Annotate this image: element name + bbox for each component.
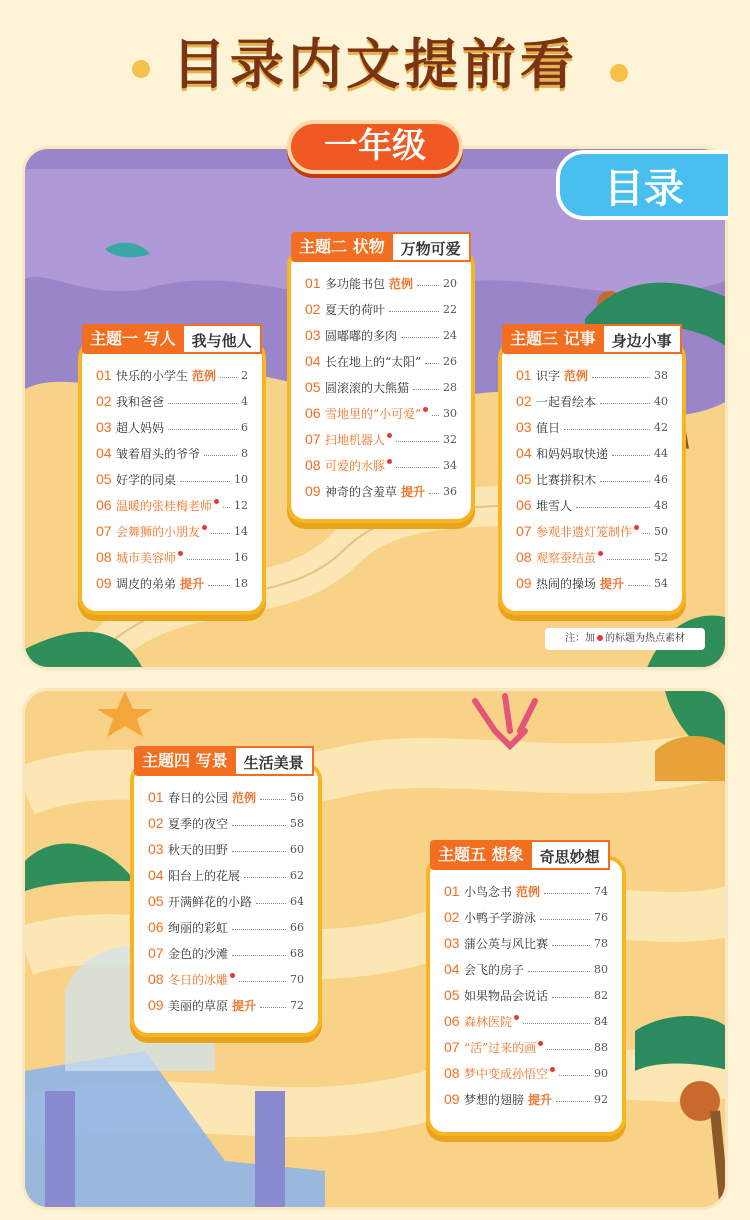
dot-leader: [540, 919, 590, 920]
theme-card-1: [78, 329, 266, 615]
dot-leader: [223, 507, 230, 508]
dot-leader: [643, 533, 650, 534]
grade-label: 一年级: [287, 120, 463, 174]
item-number: 08: [148, 971, 164, 987]
item-page: 30: [443, 406, 457, 420]
toc-item: [516, 440, 668, 466]
item-tag: 提升: [600, 576, 625, 591]
item-tag: 范例: [192, 368, 217, 383]
toc-item: [516, 492, 668, 518]
toc-item: [516, 362, 668, 388]
toc-item: [305, 374, 457, 400]
toc-item: [444, 878, 608, 904]
toc-item: [305, 400, 457, 426]
item-page: 24: [443, 328, 457, 342]
dot-leader: [552, 997, 590, 998]
theme-subtitle: 身边小事: [604, 324, 682, 354]
dot-leader: [204, 455, 237, 456]
toc-list: [516, 362, 668, 596]
item-page: 92: [594, 1092, 608, 1106]
item-number: 03: [305, 327, 321, 343]
toc-item: [444, 904, 608, 930]
item-title: 比赛拼积木: [536, 472, 597, 487]
dot-leader: [592, 377, 650, 378]
item-page: 16: [234, 550, 248, 564]
item-page: 42: [654, 420, 668, 434]
item-title: 调皮的弟弟: [116, 576, 177, 591]
item-number: 07: [444, 1039, 460, 1055]
item-title: 圆嘟嘟的多肉: [325, 328, 398, 343]
toc-item: [516, 414, 668, 440]
red-dot-icon: [597, 635, 603, 641]
dot-leader: [628, 585, 650, 586]
item-number: 08: [516, 549, 532, 565]
page-title: 目录内文提前看: [172, 33, 578, 96]
item-title: 绚丽的彩虹: [168, 920, 229, 935]
item-page: 60: [290, 842, 304, 856]
item-number: 06: [444, 1013, 460, 1029]
item-number: 01: [96, 367, 112, 383]
item-page: 76: [594, 910, 608, 924]
item-number: 03: [96, 419, 112, 435]
item-number: 07: [148, 945, 164, 961]
dot-leader: [260, 1007, 286, 1008]
toc-item: [148, 940, 304, 966]
item-number: 05: [96, 471, 112, 487]
dot-leader: [576, 507, 650, 508]
item-title: 开满鲜花的小路: [168, 894, 253, 909]
theme-header: [502, 324, 682, 354]
item-title: 如果物品会说话: [464, 988, 549, 1003]
dot-leader: [232, 929, 286, 930]
item-page: 38: [654, 368, 668, 382]
toc-list: [148, 784, 304, 1018]
item-page: 84: [594, 1014, 608, 1028]
item-title: 圆滚滚的大熊猫: [325, 380, 410, 395]
item-title: 温暖的张桂梅老师: [116, 498, 213, 513]
theme-card-3: [498, 329, 686, 615]
dot-leader: [232, 851, 286, 852]
theme-card-2: [287, 237, 475, 523]
item-number: 04: [516, 445, 532, 461]
toc-item: [444, 930, 608, 956]
item-title: 夏天的荷叶: [325, 302, 386, 317]
toc-item: [305, 296, 457, 322]
item-page: 54: [654, 576, 668, 590]
item-title: 会飞的房子: [464, 962, 525, 977]
item-page: 36: [443, 484, 457, 498]
item-tag: 范例: [232, 790, 257, 805]
item-number: 05: [305, 379, 321, 395]
item-number: 02: [444, 909, 460, 925]
item-page: 56: [290, 790, 304, 804]
toc-item: [305, 426, 457, 452]
dot-leader: [413, 389, 439, 390]
toc-item: [96, 362, 248, 388]
item-tag: 提升: [232, 998, 257, 1013]
dot-leader: [559, 1075, 590, 1076]
item-title: 城市美容师: [116, 550, 177, 565]
hot-dot-icon: [387, 459, 392, 464]
theme-subtitle: 万物可爱: [393, 232, 471, 262]
item-title: 金色的沙滩: [168, 946, 229, 961]
item-number: 07: [516, 523, 532, 539]
item-title: 观察蚕结茧: [536, 550, 597, 565]
dot-leader: [180, 481, 230, 482]
theme-header: [430, 840, 610, 870]
dot-leader: [256, 903, 286, 904]
item-number: 03: [148, 841, 164, 857]
dot-leader: [396, 467, 439, 468]
item-number: 09: [305, 483, 321, 499]
item-title: 春日的公园: [168, 790, 229, 805]
item-page: 78: [594, 936, 608, 950]
dot-leader: [168, 403, 237, 404]
item-title: 阳台上的花展: [168, 868, 241, 883]
item-page: 64: [290, 894, 304, 908]
item-title: 值日: [536, 420, 561, 435]
item-page: 40: [654, 394, 668, 408]
toc-item: [305, 348, 457, 374]
item-title: 参观非遗灯笼制作: [536, 524, 633, 539]
dot-leader: [432, 415, 439, 416]
item-title: 多功能书包: [325, 276, 386, 291]
toc-item: [96, 388, 248, 414]
dot-leader: [425, 363, 439, 364]
item-page: 90: [594, 1066, 608, 1080]
hot-dot-icon: [550, 1067, 555, 1072]
toc-item: [96, 570, 248, 596]
toc-item: [96, 492, 248, 518]
hot-dot-icon: [230, 973, 235, 978]
item-title: 皱着眉头的爷爷: [116, 446, 201, 461]
toc-item: [516, 518, 668, 544]
item-title: 秋天的田野: [168, 842, 229, 857]
toc-item: [148, 992, 304, 1018]
theme-header: [291, 232, 471, 262]
dot-leader: [168, 429, 237, 430]
dot-leader: [232, 955, 286, 956]
dot-leader: [244, 877, 286, 878]
dot-leader: [389, 311, 439, 312]
item-number: 06: [148, 919, 164, 935]
toc-item: [148, 914, 304, 940]
dot-leader: [401, 337, 439, 338]
item-title: 雪地里的“小可爱”: [325, 406, 422, 421]
item-title: 冬日的冰雕: [168, 972, 229, 987]
dot-leader: [396, 441, 439, 442]
theme-card-4: [130, 751, 322, 1037]
item-number: 01: [148, 789, 164, 805]
item-number: 06: [96, 497, 112, 513]
toc-item: [305, 270, 457, 296]
dot-leader: [556, 1101, 590, 1102]
hot-dot-icon: [214, 499, 219, 504]
item-title: 快乐的小学生: [116, 368, 189, 383]
dot-leader: [211, 533, 230, 534]
item-tag: 提升: [180, 576, 205, 591]
item-page: 72: [290, 998, 304, 1012]
note-prefix: 注：加: [565, 633, 595, 644]
hot-dot-icon: [514, 1015, 519, 1020]
item-title: 一起看绘本: [536, 394, 597, 409]
contents-tag: 目录: [556, 150, 728, 220]
item-number: 06: [516, 497, 532, 513]
item-page: 74: [594, 884, 608, 898]
item-page: 32: [443, 432, 457, 446]
item-number: 09: [148, 997, 164, 1013]
item-number: 08: [305, 457, 321, 473]
hot-dot-icon: [423, 407, 428, 412]
item-number: 06: [305, 405, 321, 421]
item-page: 2: [241, 368, 248, 382]
hot-dot-icon: [202, 525, 207, 530]
item-title: 长在地上的“太阳”: [325, 354, 422, 369]
toc-item: [444, 1008, 608, 1034]
dot-leader: [544, 893, 590, 894]
dot-leader: [612, 455, 650, 456]
item-title: 堆雪人: [536, 498, 573, 513]
item-page: 4: [241, 394, 248, 408]
item-page: 50: [654, 524, 668, 538]
item-title: 梦想的翅膀: [464, 1092, 525, 1107]
item-page: 70: [290, 972, 304, 986]
dot-leader: [220, 377, 237, 378]
item-number: 05: [444, 987, 460, 1003]
item-number: 09: [516, 575, 532, 591]
dot-leader: [607, 559, 650, 560]
toc-item: [96, 414, 248, 440]
item-number: 08: [96, 549, 112, 565]
item-number: 01: [444, 883, 460, 899]
toc-item: [148, 888, 304, 914]
item-page: 48: [654, 498, 668, 512]
theme-header: [82, 324, 262, 354]
item-number: 03: [444, 935, 460, 951]
dot-leader: [547, 1049, 590, 1050]
toc-item: [305, 478, 457, 504]
item-tag: 提升: [401, 484, 426, 499]
dot-leader: [600, 481, 650, 482]
dot-leader: [429, 493, 439, 494]
hot-dot-icon: [598, 551, 603, 556]
dot-leader: [232, 825, 286, 826]
dot-leader: [528, 971, 590, 972]
theme-label: 主题五 想象: [430, 840, 532, 870]
theme-card-5: [426, 845, 626, 1136]
theme-label: 主题一 写人: [82, 324, 184, 354]
item-title: 可爱的水豚: [325, 458, 386, 473]
dot-leader: [523, 1023, 590, 1024]
toc-item: [96, 440, 248, 466]
toc-list: [96, 362, 248, 596]
item-page: 26: [443, 354, 457, 368]
theme-subtitle: 我与他人: [184, 324, 262, 354]
item-tag: 范例: [516, 884, 541, 899]
item-number: 07: [96, 523, 112, 539]
item-number: 02: [96, 393, 112, 409]
note-suffix: 的标题为热点素材: [605, 633, 685, 644]
item-page: 80: [594, 962, 608, 976]
item-title: 小鸭子学游泳: [464, 910, 537, 925]
item-page: 8: [241, 446, 248, 460]
item-page: 12: [234, 498, 248, 512]
toc-item: [444, 956, 608, 982]
item-page: 88: [594, 1040, 608, 1054]
theme-label: 主题四 写景: [134, 746, 236, 776]
item-number: 04: [444, 961, 460, 977]
item-number: 01: [516, 367, 532, 383]
toc-item: [148, 810, 304, 836]
item-title: 超人妈妈: [116, 420, 165, 435]
item-page: 28: [443, 380, 457, 394]
item-number: 05: [516, 471, 532, 487]
item-title: 扫地机器人: [325, 432, 386, 447]
item-number: 09: [444, 1091, 460, 1107]
item-number: 03: [516, 419, 532, 435]
item-title: 森林医院: [464, 1014, 513, 1029]
item-page: 46: [654, 472, 668, 486]
toc-item: [96, 518, 248, 544]
item-tag: 提升: [528, 1092, 553, 1107]
toc-item: [516, 544, 668, 570]
toc-item: [96, 466, 248, 492]
dot-leader: [208, 585, 230, 586]
dot-leader: [187, 559, 230, 560]
item-number: 07: [305, 431, 321, 447]
dot-leader: [239, 981, 286, 982]
theme-label: 主题二 状物: [291, 232, 393, 262]
theme-label: 主题三 记事: [502, 324, 604, 354]
item-page: 66: [290, 920, 304, 934]
item-number: 01: [305, 275, 321, 291]
item-title: 蒲公英与风比赛: [464, 936, 549, 951]
toc-item: [444, 1086, 608, 1112]
item-page: 58: [290, 816, 304, 830]
toc-item: [444, 1034, 608, 1060]
item-number: 02: [148, 815, 164, 831]
item-tag: 范例: [389, 276, 414, 291]
dot-leader: [552, 945, 590, 946]
dot-leader: [260, 799, 286, 800]
toc-item: [148, 862, 304, 888]
item-page: 44: [654, 446, 668, 460]
dot-leader: [564, 429, 650, 430]
toc-item: [444, 1060, 608, 1086]
hot-dot-icon: [634, 525, 639, 530]
dot-leader: [600, 403, 650, 404]
item-title: 梦中变成孙悟空: [464, 1066, 549, 1081]
item-number: 02: [516, 393, 532, 409]
item-page: 18: [234, 576, 248, 590]
item-title: 识字: [536, 368, 561, 383]
item-page: 10: [234, 472, 248, 486]
item-title: “活”过来的画: [464, 1040, 537, 1055]
toc-item: [148, 784, 304, 810]
item-number: 02: [305, 301, 321, 317]
item-title: 我和爸爸: [116, 394, 165, 409]
item-page: 52: [654, 550, 668, 564]
hot-dot-icon: [178, 551, 183, 556]
theme-header: [134, 746, 314, 776]
toc-item: [148, 966, 304, 992]
item-title: 神奇的含羞草: [325, 484, 398, 499]
dot-leader: [417, 285, 439, 286]
theme-subtitle: 奇思妙想: [532, 840, 610, 870]
item-page: 14: [234, 524, 248, 538]
toc-item: [148, 836, 304, 862]
theme-subtitle: 生活美景: [236, 746, 314, 776]
toc-item: [516, 570, 668, 596]
item-title: 美丽的草原: [168, 998, 229, 1013]
item-title: 夏季的夜空: [168, 816, 229, 831]
item-number: 04: [305, 353, 321, 369]
item-page: 68: [290, 946, 304, 960]
hot-dot-icon: [538, 1041, 543, 1046]
toc-item: [516, 466, 668, 492]
item-number: 05: [148, 893, 164, 909]
item-page: 34: [443, 458, 457, 472]
toc-list: [305, 270, 457, 504]
item-tag: 范例: [564, 368, 589, 383]
toc-item: [516, 388, 668, 414]
toc-item: [96, 544, 248, 570]
item-title: 会舞狮的小朋友: [116, 524, 201, 539]
item-number: 08: [444, 1065, 460, 1081]
item-title: 好学的同桌: [116, 472, 177, 487]
item-page: 82: [594, 988, 608, 1002]
toc-item: [444, 982, 608, 1008]
item-page: 20: [443, 276, 457, 290]
hot-dot-icon: [387, 433, 392, 438]
item-title: 和妈妈取快递: [536, 446, 609, 461]
item-number: 04: [96, 445, 112, 461]
hot-topic-note: [545, 628, 705, 650]
toc-list: [444, 878, 608, 1112]
toc-item: [305, 322, 457, 348]
item-number: 04: [148, 867, 164, 883]
item-page: 22: [443, 302, 457, 316]
item-page: 6: [241, 420, 248, 434]
item-title: 热闹的操场: [536, 576, 597, 591]
item-number: 09: [96, 575, 112, 591]
item-page: 62: [290, 868, 304, 882]
toc-item: [305, 452, 457, 478]
item-title: 小鸟念书: [464, 884, 513, 899]
